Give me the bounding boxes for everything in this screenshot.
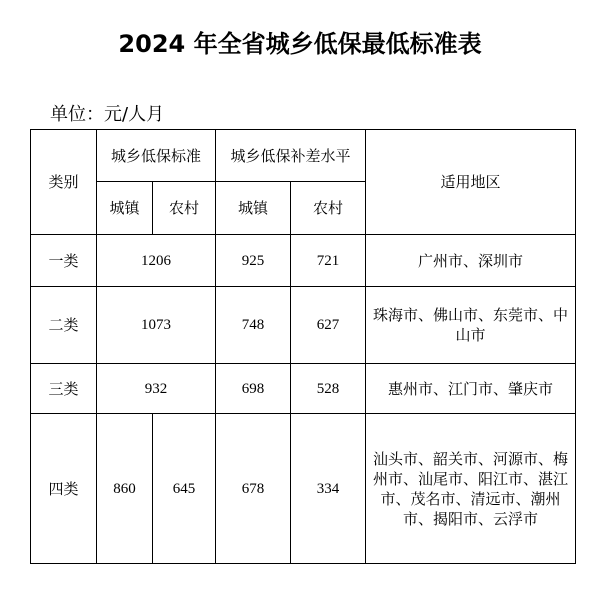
row-standard: 932 xyxy=(97,364,216,414)
header-row-top xyxy=(31,130,576,182)
header-subsidy-group: 城乡低保补差水平 xyxy=(216,130,366,182)
table-row xyxy=(31,235,576,287)
row-subsidy-rural: 334 xyxy=(291,414,366,564)
row-category: 一类 xyxy=(31,235,97,287)
header-standard-urban: 城镇 xyxy=(97,182,153,235)
row-standard: 1206 xyxy=(97,235,216,287)
row-standard-rural: 645 xyxy=(153,414,216,564)
row-subsidy-urban: 925 xyxy=(216,235,291,287)
row-regions: 惠州市、江门市、肇庆市 xyxy=(366,364,576,414)
header-standard-rural: 农村 xyxy=(153,182,216,235)
row-category: 四类 xyxy=(31,414,97,564)
header-standard-group: 城乡低保标准 xyxy=(97,130,216,182)
header-subsidy-rural: 农村 xyxy=(291,182,366,235)
row-subsidy-urban: 698 xyxy=(216,364,291,414)
row-regions: 广州市、深圳市 xyxy=(366,235,576,287)
row-category: 三类 xyxy=(31,364,97,414)
row-regions: 汕头市、韶关市、河源市、梅州市、汕尾市、阳江市、湛江市、茂名市、清远市、潮州市、揭阳市、云浮市 xyxy=(366,414,576,564)
row-subsidy-rural: 627 xyxy=(291,287,366,364)
table-row xyxy=(31,364,576,414)
page-title: 2024 年全省城乡低保最低标准表 xyxy=(118,30,482,58)
unit-label: 单位：元/人月 xyxy=(50,104,165,125)
row-subsidy-urban: 678 xyxy=(216,414,291,564)
table-row xyxy=(31,414,576,564)
row-standard: 1073 xyxy=(97,287,216,364)
row-standard-urban: 860 xyxy=(97,414,153,564)
header-subsidy-urban: 城镇 xyxy=(216,182,291,235)
row-regions: 珠海市、佛山市、东莞市、中山市 xyxy=(366,287,576,364)
header-region: 适用地区 xyxy=(366,130,576,235)
row-category: 二类 xyxy=(31,287,97,364)
row-subsidy-rural: 528 xyxy=(291,364,366,414)
table-row xyxy=(31,287,576,364)
header-category: 类别 xyxy=(31,130,97,235)
row-subsidy-rural: 721 xyxy=(291,235,366,287)
standards-table xyxy=(30,129,576,564)
row-subsidy-urban: 748 xyxy=(216,287,291,364)
